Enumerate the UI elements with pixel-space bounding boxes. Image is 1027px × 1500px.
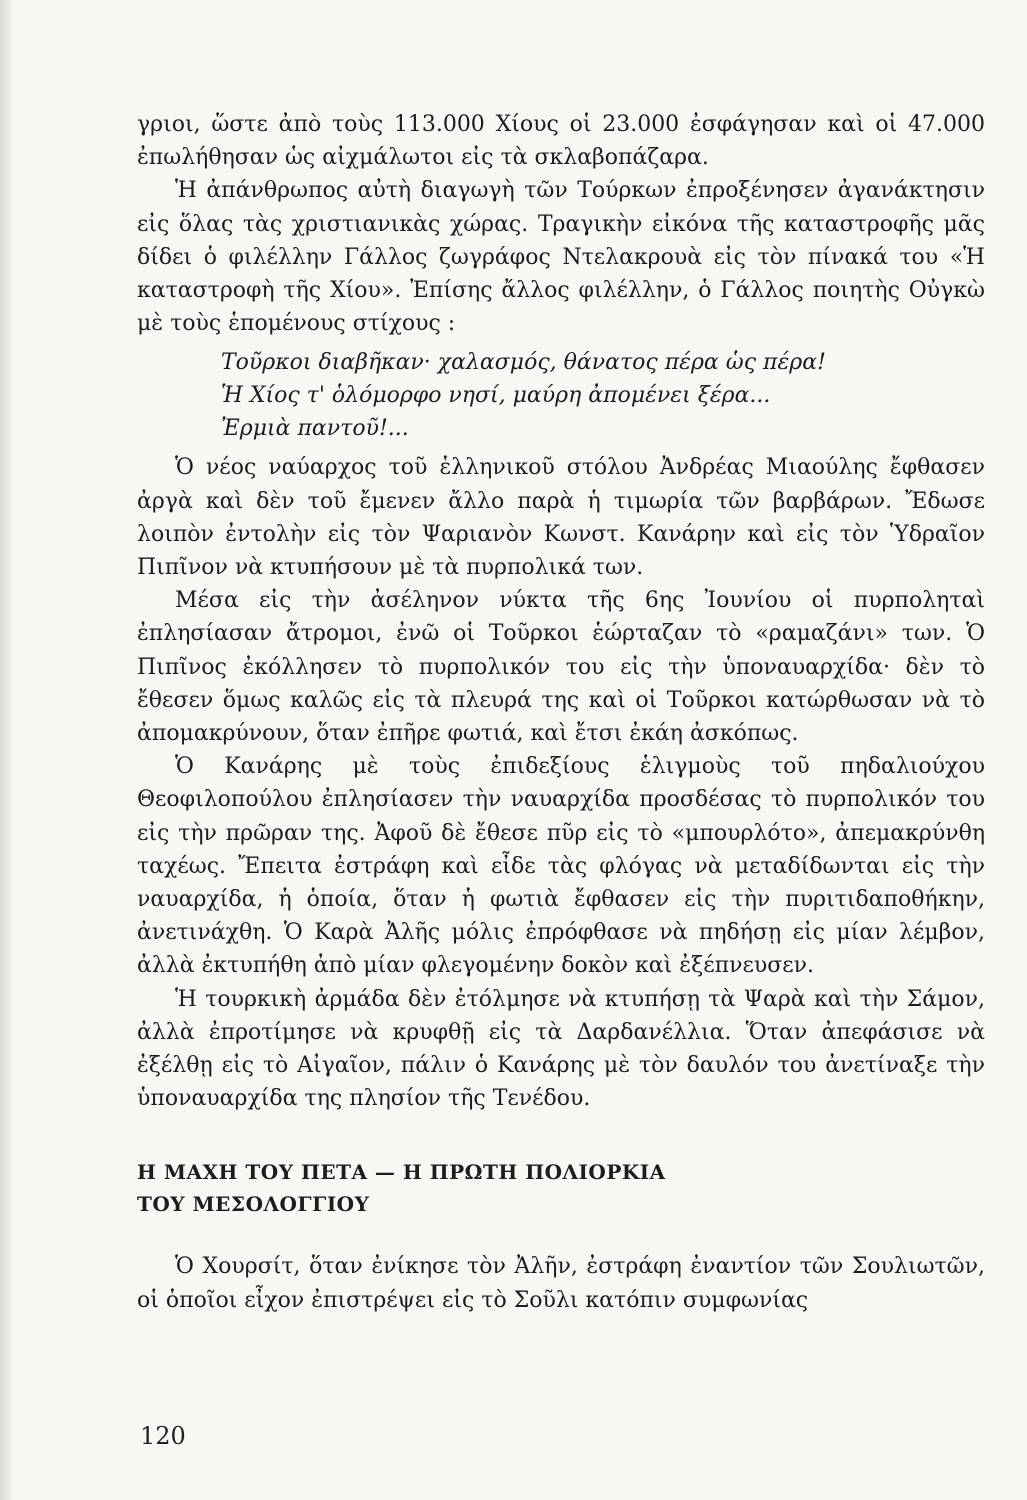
paragraph-miaoulis: Ὁ νέος ναύαρχος τοῦ ἑλληνικοῦ στόλου Ἀνδρέας Μιαούλης ἔφθασεν ἀργὰ καὶ δὲν τοῦ ἔμενεν ἄλλο παρὰ ἡ τιμωρία τῶν βαρβάρων. Ἔδωσε λοιπὸν ἐντολὴν εἰς τὸν Ψαριανὸν Κωνστ. Κανάρην καὶ εἰς τὸν Ὑδραῖον Πιπῖνον νὰ κτυπήσουν μὲ τὰ πυρπολικά των.	[137, 455, 985, 581]
scan-shadow-edge	[0, 0, 14, 1500]
verse-line: Ἡ Χίος τ' ὁλόμορφο νησί, μαύρη ἀπομένει ξέρα...	[221, 383, 771, 409]
paragraph-hursit-souli: Ὁ Χουρσίτ, ὅταν ἐνίκησε τὸν Ἀλῆν, ἐστράφη ἐναντίον τῶν Σουλιωτῶν, οἱ ὁποῖοι εἶχον ἐπιστρέψει εἰς τὸ Σοῦλι κατόπιν συμφωνίας	[137, 1254, 985, 1313]
paragraph-pipinos-attack: Μέσα εἰς τὴν ἀσέληνον νύκτα τῆς 6ης Ἰουνίου οἱ πυρποληταὶ ἐπλησίασαν ἄτρομοι, ἐνῶ οἱ Τοῦρκοι ἑώρταζαν τὸ «ραμαζάνι» των. Ὁ Πιπῖνος ἐκόλλησεν τὸ πυρπολικόν του εἰς τὴν ὑποναυαρχίδα· δὲν τὸ ἔθεσεν ὅμως καλῶς εἰς τὰ πλευρά της καὶ οἱ Τοῦρκοι κατώρθωσαν νὰ τὸ ἀπομακρύνουν, ὅταν ἐπῆρε φωτιά, καὶ ἔτσι ἐκάη ἀσκόπως.	[137, 588, 985, 747]
paragraph-reaction-philhellenes: Ἡ ἀπάνθρωπος αὐτὴ διαγωγὴ τῶν Τούρκων ἐπροξένησεν ἀγανάκτησιν εἰς ὅλας τὰς χριστιανικὰς χώρας. Τραγικὴν εἰκόνα τῆς καταστροφῆς μᾶς δίδει ὁ φιλέλλην Γάλλος ζωγράφος Ντελακρουὰ εἰς τὸν πίνακά του «Ἡ καταστροφὴ τῆς Χίου». Ἐπίσης ἄλλος φιλέλλην, ὁ Γάλλος ποιητὴς Οὐγκὼ μὲ τοὺς ἑπομένους στίχους :	[137, 178, 985, 337]
hugo-verse	[221, 346, 985, 445]
page-text-block	[137, 108, 985, 1317]
paragraph-kanaris-flagship: Ὁ Κανάρης μὲ τοὺς ἐπιδεξίους ἑλιγμοὺς τοῦ πηδαλιούχου Θεοφιλοπούλου ἐπλησίασεν τὴν ναυαρχίδα προσδέσας τὸ πυρπολικόν του εἰς τὴν πρῶραν της. Ἀφοῦ δὲ ἔθεσε πῦρ εἰς τὸ «μπουρλότο», ἀπεμακρύνθη ταχέως. Ἔπειτα ἐστράφη καὶ εἶδε τὰς φλόγας νὰ μεταδίδωνται εἰς τὴν ναυαρχίδα, ἡ ὁποία, ὅταν ἡ φωτιὰ ἔφθασεν εἰς τὴν πυριτιδαποθήκην, ἀνετινάχθη. Ὁ Καρὰ Ἀλῆς μόλις ἐπρόφθασε νὰ πηδήσῃ εἰς μίαν λέμβον, ἀλλὰ ἐκτυπήθη ἀπὸ μίαν φλεγομένην δοκὸν καὶ ἐξέπνευσεν.	[137, 754, 985, 979]
section-heading-line: Η ΜΑΧΗ ΤΟΥ ΠΕΤΑ — Η ΠΡΩΤΗ ΠΟΛΙΟΡΚΙΑ	[137, 1160, 666, 1185]
paragraph-chios-massacre-figures: γριοι, ὥστε ἀπὸ τοὺς 113.000 Χίους οἱ 23.000 ἐσφάγησαν καὶ οἱ 47.000 ἐπωλήθησαν ὡς αἰχμάλωτοι εἰς τὰ σκλαβοπάζαρα.	[137, 112, 985, 171]
verse-line: Τοῦρκοι διαβῆκαν· χαλασμός, θάνατος πέρα ὡς πέρα!	[221, 350, 826, 376]
section-heading-line: ΤΟΥ ΜΕΣΟΛΟΓΓΙΟΥ	[137, 1192, 370, 1217]
verse-line: Ἐρμιὰ παντοῦ!...	[221, 416, 409, 442]
paragraph-tenedos: Ἡ τουρκικὴ ἀρμάδα δὲν ἐτόλμησε νὰ κτυπήσῃ τὰ Ψαρὰ καὶ τὴν Σάμον, ἀλλὰ ἐπροτίμησε νὰ κρυφθῇ εἰς τὰ Δαρδανέλλια. Ὅταν ἀπεφάσισε νὰ ἐξέλθῃ εἰς τὸ Αἰγαῖον, πάλιν ὁ Κανάρης μὲ τὸν δαυλόν του ἀνετίναξε τὴν ὑποναυαρχίδα της πλησίον τῆς Τενέδου.	[137, 986, 985, 1112]
page-number: 120	[140, 1422, 186, 1450]
section-heading	[137, 1156, 985, 1220]
